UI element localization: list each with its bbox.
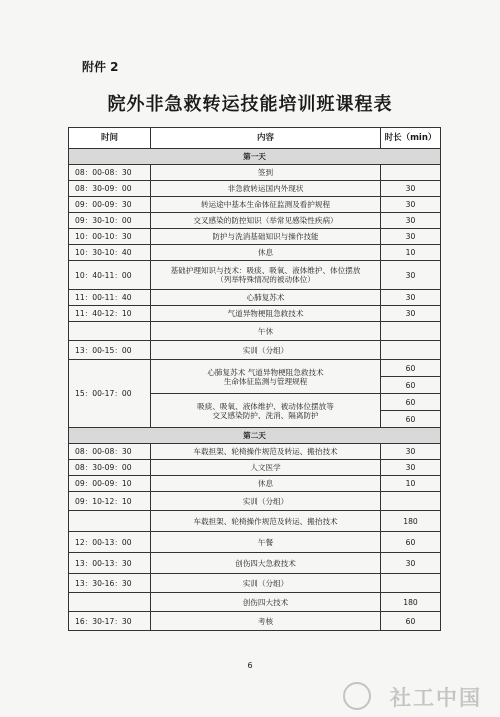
- header-duration: 时长（min）: [381, 128, 441, 149]
- table-row: [69, 245, 441, 261]
- duration-cell: 30: [381, 306, 441, 322]
- time-cell: 09：00-09：30: [69, 197, 151, 213]
- content-line: 心肺复苏术 气道异物梗阻急救技术: [207, 367, 324, 377]
- content-cell: 午休: [151, 322, 381, 341]
- day-label: 第二天: [69, 428, 441, 444]
- time-cell: 11：40-12：10: [69, 306, 151, 322]
- table-row: [69, 360, 441, 377]
- content-cell: 车载担架、轮椅操作规范及转运、搬抬技术: [151, 444, 381, 460]
- content-cell: 转运途中基本生命体征监测及看护规程: [151, 197, 381, 213]
- table-row: [69, 553, 441, 574]
- table-row: [69, 460, 441, 476]
- table-row: [69, 492, 441, 511]
- table-row: [69, 511, 441, 532]
- time-cell: 10：30-10：40: [69, 245, 151, 261]
- content-line: 生命体征监测与管理规程: [223, 376, 308, 386]
- content-cell: 防护与洗消基础知识与操作技能: [151, 229, 381, 245]
- duration-cell: 30: [381, 197, 441, 213]
- duration-cell: 10: [381, 476, 441, 492]
- time-cell: 09：30-10：00: [69, 213, 151, 229]
- table-row: [69, 261, 441, 290]
- table-row: [69, 306, 441, 322]
- table-row: [69, 290, 441, 306]
- content-line: 基础护理知识与技术：吸痰、吸氧、液体维护、体位摆放: [170, 266, 361, 275]
- time-cell: 11：00-11：40: [69, 290, 151, 306]
- time-cell: 09：00-09：10: [69, 476, 151, 492]
- content-cell: 休息: [151, 245, 381, 261]
- duration-cell: 60: [381, 377, 441, 394]
- duration-cell: 180: [381, 511, 441, 532]
- duration-cell: 60: [381, 612, 441, 631]
- duration-cell: 30: [381, 261, 441, 290]
- content-cell: [151, 360, 381, 394]
- time-cell: [69, 322, 151, 341]
- duration-cell: 180: [381, 593, 441, 612]
- schedule-table: [68, 127, 441, 631]
- content-cell: 心肺复苏术: [151, 290, 381, 306]
- page-number: 6: [247, 661, 253, 670]
- table-row: [69, 181, 441, 197]
- duration-cell: 30: [381, 213, 441, 229]
- content-cell: 非急救转运国内外现状: [151, 181, 381, 197]
- duration-cell: 30: [381, 553, 441, 574]
- time-cell: 08：30-09：00: [69, 181, 151, 197]
- attachment-label: 附件 2: [82, 60, 119, 74]
- table-row: [69, 574, 441, 593]
- content-cell: 午餐: [151, 532, 381, 553]
- content-line: 吸痰、吸氧、液体维护、被动体位摆放等: [197, 401, 334, 411]
- time-cell: [69, 511, 151, 532]
- duration-cell: 10: [381, 245, 441, 261]
- table-row: [69, 593, 441, 612]
- table-row: [69, 322, 441, 341]
- time-cell: 10：00-10：30: [69, 229, 151, 245]
- time-cell: 13：00-13：30: [69, 553, 151, 574]
- table-row: [69, 229, 441, 245]
- time-cell: 15：00-17：00: [69, 360, 151, 428]
- content-cell: 交叉感染的防控知识（举常见感染性疾病）: [151, 213, 381, 229]
- time-cell: 10：40-11：00: [69, 261, 151, 290]
- time-cell: 08：00-08：30: [69, 444, 151, 460]
- content-cell: 创伤四大急救技术: [151, 553, 381, 574]
- duration-cell: [381, 341, 441, 360]
- watermark-logo-icon: [343, 682, 371, 710]
- content-cell: 车载担架、轮椅操作规范及转运、搬抬技术: [151, 511, 381, 532]
- table-row: [69, 476, 441, 492]
- time-cell: 16：30-17：30: [69, 612, 151, 631]
- page-title: 院外非急救转运技能培训班课程表: [107, 94, 393, 115]
- time-cell: 12：00-13：00: [69, 532, 151, 553]
- time-cell: [69, 593, 151, 612]
- day-label: 第一天: [69, 149, 441, 165]
- duration-cell: 60: [381, 360, 441, 377]
- content-cell: 创伤四大技术: [151, 593, 381, 612]
- duration-cell: 60: [381, 394, 441, 411]
- duration-cell: [381, 322, 441, 341]
- table-row: [69, 444, 441, 460]
- content-cell: 休息: [151, 476, 381, 492]
- table-row: [69, 532, 441, 553]
- watermark: 社工中国: [390, 686, 482, 710]
- table-row: [69, 213, 441, 229]
- content-cell: [151, 261, 381, 290]
- duration-cell: 30: [381, 290, 441, 306]
- content-cell: [151, 394, 381, 428]
- duration-cell: 30: [381, 460, 441, 476]
- content-line: （列举特殊情况的被动体位）: [216, 275, 315, 284]
- duration-cell: 60: [381, 411, 441, 428]
- content-cell: 人文医学: [151, 460, 381, 476]
- content-cell: 签到: [151, 165, 381, 181]
- time-cell: 13：00-15：00: [69, 341, 151, 360]
- duration-cell: [381, 492, 441, 511]
- duration-cell: 30: [381, 181, 441, 197]
- duration-cell: 30: [381, 229, 441, 245]
- header-row: [69, 128, 441, 149]
- header-time: 时间: [69, 128, 151, 149]
- content-cell: 考核: [151, 612, 381, 631]
- table-row: [69, 165, 441, 181]
- duration-cell: [381, 165, 441, 181]
- content-cell: 实训（分组）: [151, 574, 381, 593]
- duration-cell: 30: [381, 444, 441, 460]
- time-cell: 08：00-08：30: [69, 165, 151, 181]
- time-cell: 09：10-12：10: [69, 492, 151, 511]
- content-cell: 实训（分组）: [151, 492, 381, 511]
- header-content: 内容: [151, 128, 381, 149]
- table-row: [69, 197, 441, 213]
- content-line: 交叉感染防护、洗消、隔离防护: [212, 410, 319, 420]
- table-row: [69, 612, 441, 631]
- time-cell: 13：30-16：30: [69, 574, 151, 593]
- duration-cell: [381, 574, 441, 593]
- table-row: [69, 341, 441, 360]
- content-cell: 气道异物梗阻急救技术: [151, 306, 381, 322]
- duration-cell: 60: [381, 532, 441, 553]
- time-cell: 08：30-09：00: [69, 460, 151, 476]
- day-row: [69, 428, 441, 444]
- day-row: [69, 149, 441, 165]
- content-cell: 实训（分组）: [151, 341, 381, 360]
